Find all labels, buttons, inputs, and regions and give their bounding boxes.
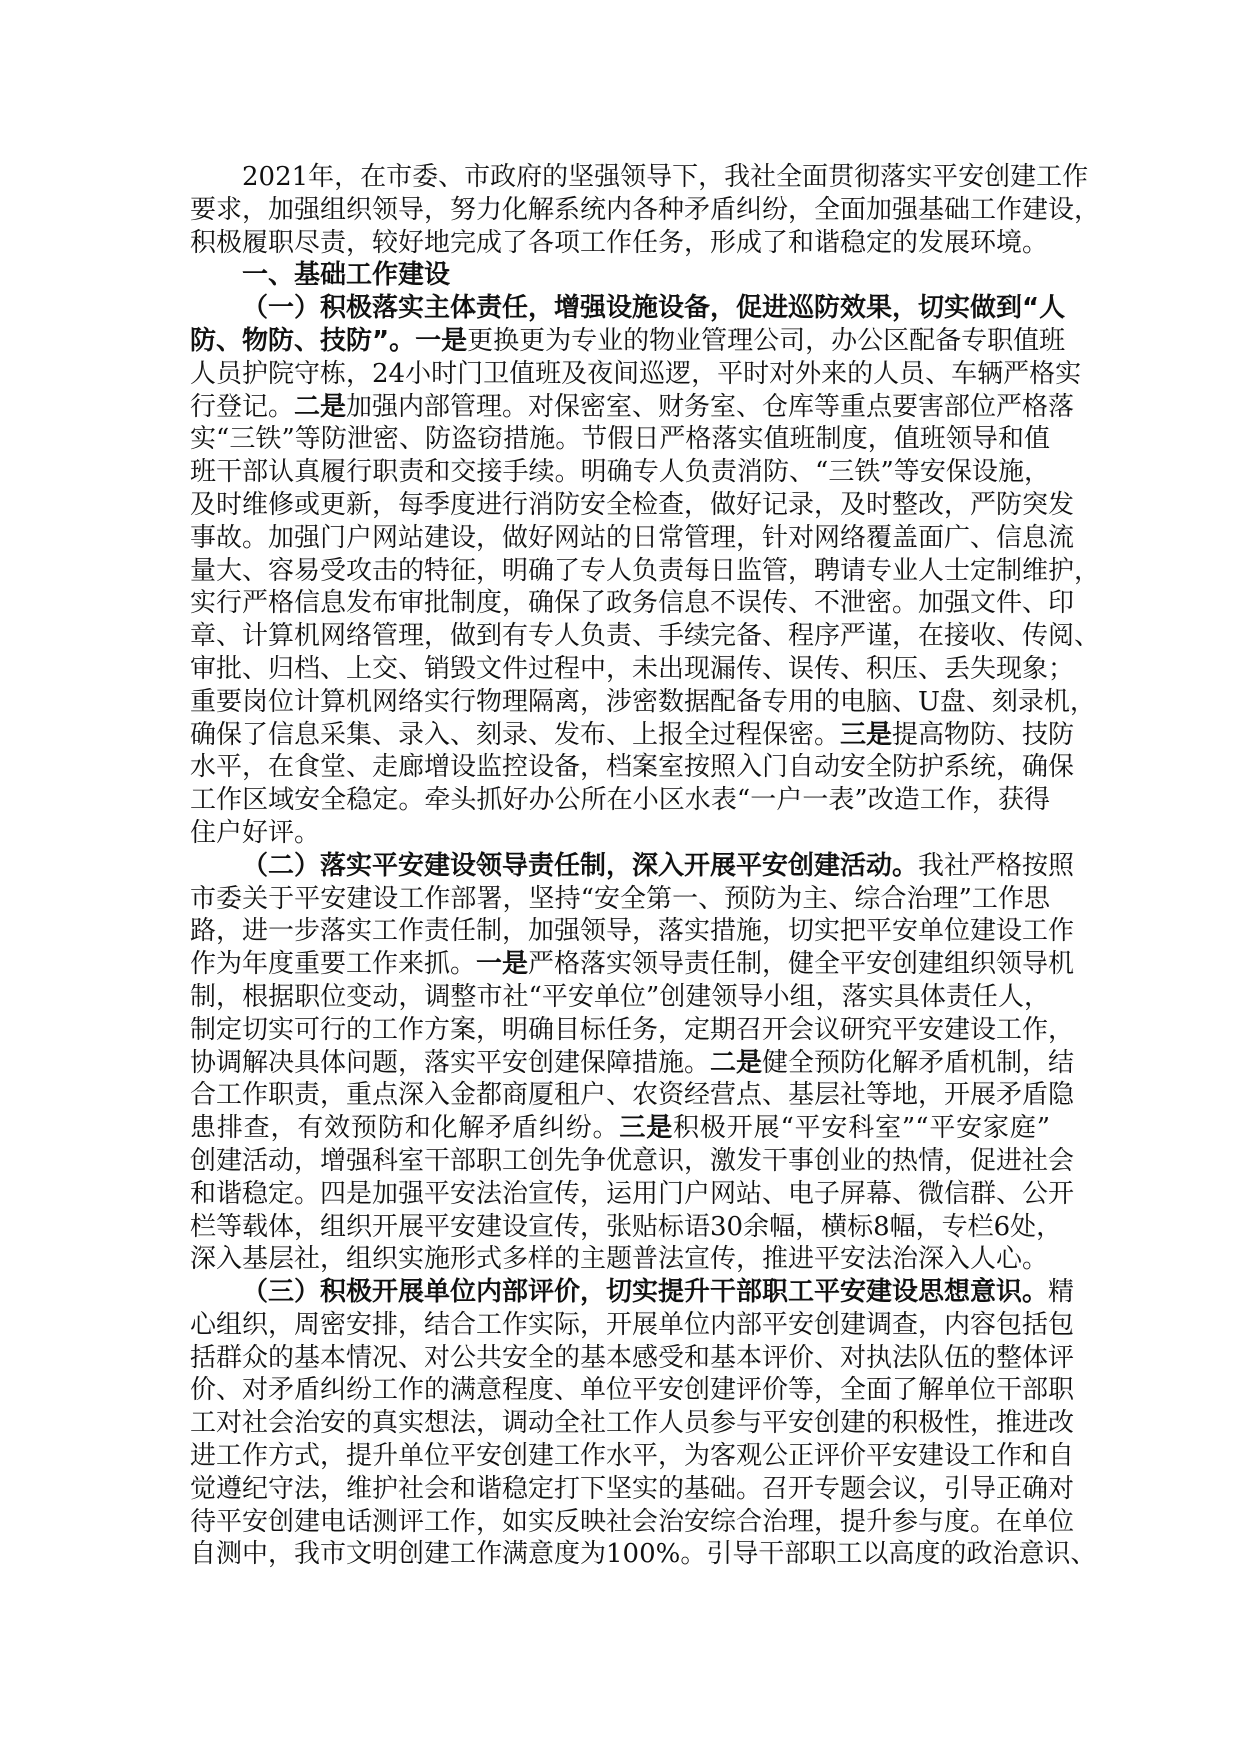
text-run: 我社严格按照 xyxy=(918,850,1075,881)
text-line: 审批、归档、上交、销毁文件过程中，未出现漏传、误传、积压、丢失现象； xyxy=(190,653,1075,684)
text-run: 提高物防、技防 xyxy=(892,719,1075,750)
text-line: 实行严格信息发布审批制度，确保了政务信息不误传、不泄密。加强文件、印 xyxy=(190,588,1075,619)
text-line: 路，进一步落实工作责任制，加强领导，落实措施，切实把平安单位建设工作 xyxy=(190,916,1075,947)
text-run: 行登记。 xyxy=(190,391,295,422)
document-page xyxy=(190,161,1101,1571)
text-line: 制，根据职位变动，调整市社“平安单位”创建领导小组，落实具体责任人， xyxy=(190,981,1050,1012)
text-line: 待平安创建电话测评工作，如实反映社会治安综合治理，提升参与度。在单位 xyxy=(190,1506,1075,1537)
text-run: 患排查，有效预防和化解矛盾纠纷。 xyxy=(190,1113,620,1144)
text-line: 要求，加强组织领导，努力化解系统内各种矛盾纠纷，全面加强基础工作建设， xyxy=(190,194,1101,225)
point-marker: 二是 xyxy=(710,1047,763,1078)
point-marker: 二是 xyxy=(294,391,347,422)
subsection-3 xyxy=(190,1276,1097,1571)
text-run: 健全预防化解矛盾机制，结 xyxy=(762,1047,1075,1078)
text-line: 心组织，周密安排，结合工作实际，开展单位内部平安创建调查，内容包括包 xyxy=(190,1309,1075,1340)
text-line: 水平，在食堂、走廊增设监控设备，档案室按照入门自动安全防护系统，确保 xyxy=(190,752,1075,783)
point-marker: 一是 xyxy=(415,325,468,356)
text-run: 更换更为专业的物业管理公司，办公区配备专职值班 xyxy=(467,325,1066,356)
text-line: 创建活动，增强科室干部职工创先争优意识，激发干事创业的热情，促进社会 xyxy=(190,1145,1075,1176)
section-heading: 一、基础工作建设 xyxy=(242,260,451,291)
text-line: 合工作职责，重点深入金都商厦租户、农资经营点、基层社等地，开展矛盾隐 xyxy=(190,1080,1075,1111)
text-line: 栏等载体，组织开展平安建设宣传，张贴标语30余幅，横标8幅，专栏6处， xyxy=(190,1211,1063,1242)
text-line: 班干部认真履行职责和交接手续。明确专人负责消防、“三铁”等安保设施， xyxy=(190,457,1050,488)
text-run: 严格落实领导责任制，健全平安创建组织领导机 xyxy=(528,949,1075,980)
text-line: 觉遵纪守法，维护社会和谐稳定打下坚实的基础。召开专题会议，引导正确对 xyxy=(190,1473,1075,1504)
text-line: 自测中，我市文明创建工作满意度为100%。引导干部职工以高度的政治意识、 xyxy=(190,1539,1097,1570)
text-line xyxy=(190,948,1075,981)
text-line: 事故。加强门户网站建设，做好网站的日常管理，针对网络覆盖面广、信息流 xyxy=(190,522,1075,553)
text-line xyxy=(190,1112,1050,1145)
text-line: 进工作方式，提升单位平安创建工作水平，为客观公正评价平安建设工作和自 xyxy=(190,1441,1075,1472)
text-line: 章、计算机网络管理，做到有专人负责、手续完备、程序严谨，在接收、传阅、 xyxy=(190,621,1101,652)
subsection-2 xyxy=(190,850,1075,1276)
subsection-1 xyxy=(190,292,1101,850)
text-run: 积极开展“平安科室”“平安家庭” xyxy=(673,1113,1050,1144)
text-line: 制定切实可行的工作方案，明确目标任务，定期召开会议研究平安建设工作， xyxy=(190,1014,1075,1045)
text-line: 括群众的基本情况、对公共安全的基本感受和基本评价、对执法队伍的整体评 xyxy=(190,1342,1075,1373)
subsection-title: （二）落实平安建设领导责任制，深入开展平安创建活动。 xyxy=(242,850,919,881)
text-run: 作为年度重要工作来抓。 xyxy=(190,949,477,980)
text-line: 及时维修或更新，每季度进行消防安全检查，做好记录，及时整改，严防突发 xyxy=(190,489,1075,520)
text-line: 价、对矛盾纠纷工作的满意程度、单位平安创建评价等，全面了解单位干部职 xyxy=(190,1375,1075,1406)
text-line: 2021年，在市委、市政府的坚强领导下，我社全面贯彻落实平安创建工作 xyxy=(242,162,1089,192)
text-line xyxy=(190,850,1075,883)
text-line: 重要岗位计算机网络实行物理隔离，涉密数据配备专用的电脑、U盘、刻录机， xyxy=(190,686,1096,717)
subsection-title: （三）积极开展单位内部评价，切实提升干部职工平安建设思想意识。 xyxy=(242,1277,1049,1308)
text-line: 市委关于平安建设工作部署，坚持“安全第一、预防为主、综合治理”工作思 xyxy=(190,883,1050,914)
text-line xyxy=(190,391,1075,424)
subsection-title: （一）积极落实主体责任，增强设施设备，促进巡防效果，切实做到“人 xyxy=(242,293,1066,324)
point-marker: 三是 xyxy=(619,1113,674,1144)
text-run: 协调解决具体问题，落实平安创建保障措施。 xyxy=(190,1047,711,1078)
text-line xyxy=(190,325,1066,358)
text-run: 加强内部管理。对保密室、财务室、仓库等重点要害部位严格落 xyxy=(346,391,1075,422)
text-run: 精 xyxy=(1048,1277,1075,1308)
text-line: 工对社会治安的真实想法，调动全社工作人员参与平安创建的积极性，推进改 xyxy=(190,1408,1075,1439)
text-line: 实“三铁”等防泄密、防盗窃措施。节假日严格落实值班制度，值班领导和值 xyxy=(190,424,1050,455)
text-line: 量大、容易受攻击的特征，明确了专人负责每日监管，聘请专业人士定制维护， xyxy=(190,555,1101,586)
text-line xyxy=(190,719,1075,752)
text-line: 人员护院守栋，24小时门卫值班及夜间巡逻，平时对外来的人员、车辆严格实 xyxy=(190,358,1082,389)
text-line: 积极履职尽责，较好地完成了各项工作任务，形成了和谐稳定的发展环境。 xyxy=(190,227,1049,258)
text-line xyxy=(190,1047,1075,1080)
point-marker: 一是 xyxy=(476,949,529,980)
text-line xyxy=(190,1276,1075,1309)
intro-paragraph xyxy=(190,161,1101,259)
text-line: 深入基层社，组织实施形式多样的主题普法宣传，推进平安法治深入人心。 xyxy=(190,1244,1049,1275)
subsection-title-cont: 防、物防、技防”。 xyxy=(190,325,416,356)
text-line: 工作区域安全稳定。牵头抓好办公所在小区水表“一户一表”改造工作，获得 xyxy=(190,785,1050,816)
text-line: 和谐稳定。四是加强平安法治宣传，运用门户网站、电子屏幕、微信群、公开 xyxy=(190,1178,1075,1209)
point-marker: 三是 xyxy=(840,719,893,750)
text-line: 住户好评。 xyxy=(190,817,321,848)
text-run: 确保了信息采集、录入、刻录、发布、上报全过程保密。 xyxy=(190,719,841,750)
